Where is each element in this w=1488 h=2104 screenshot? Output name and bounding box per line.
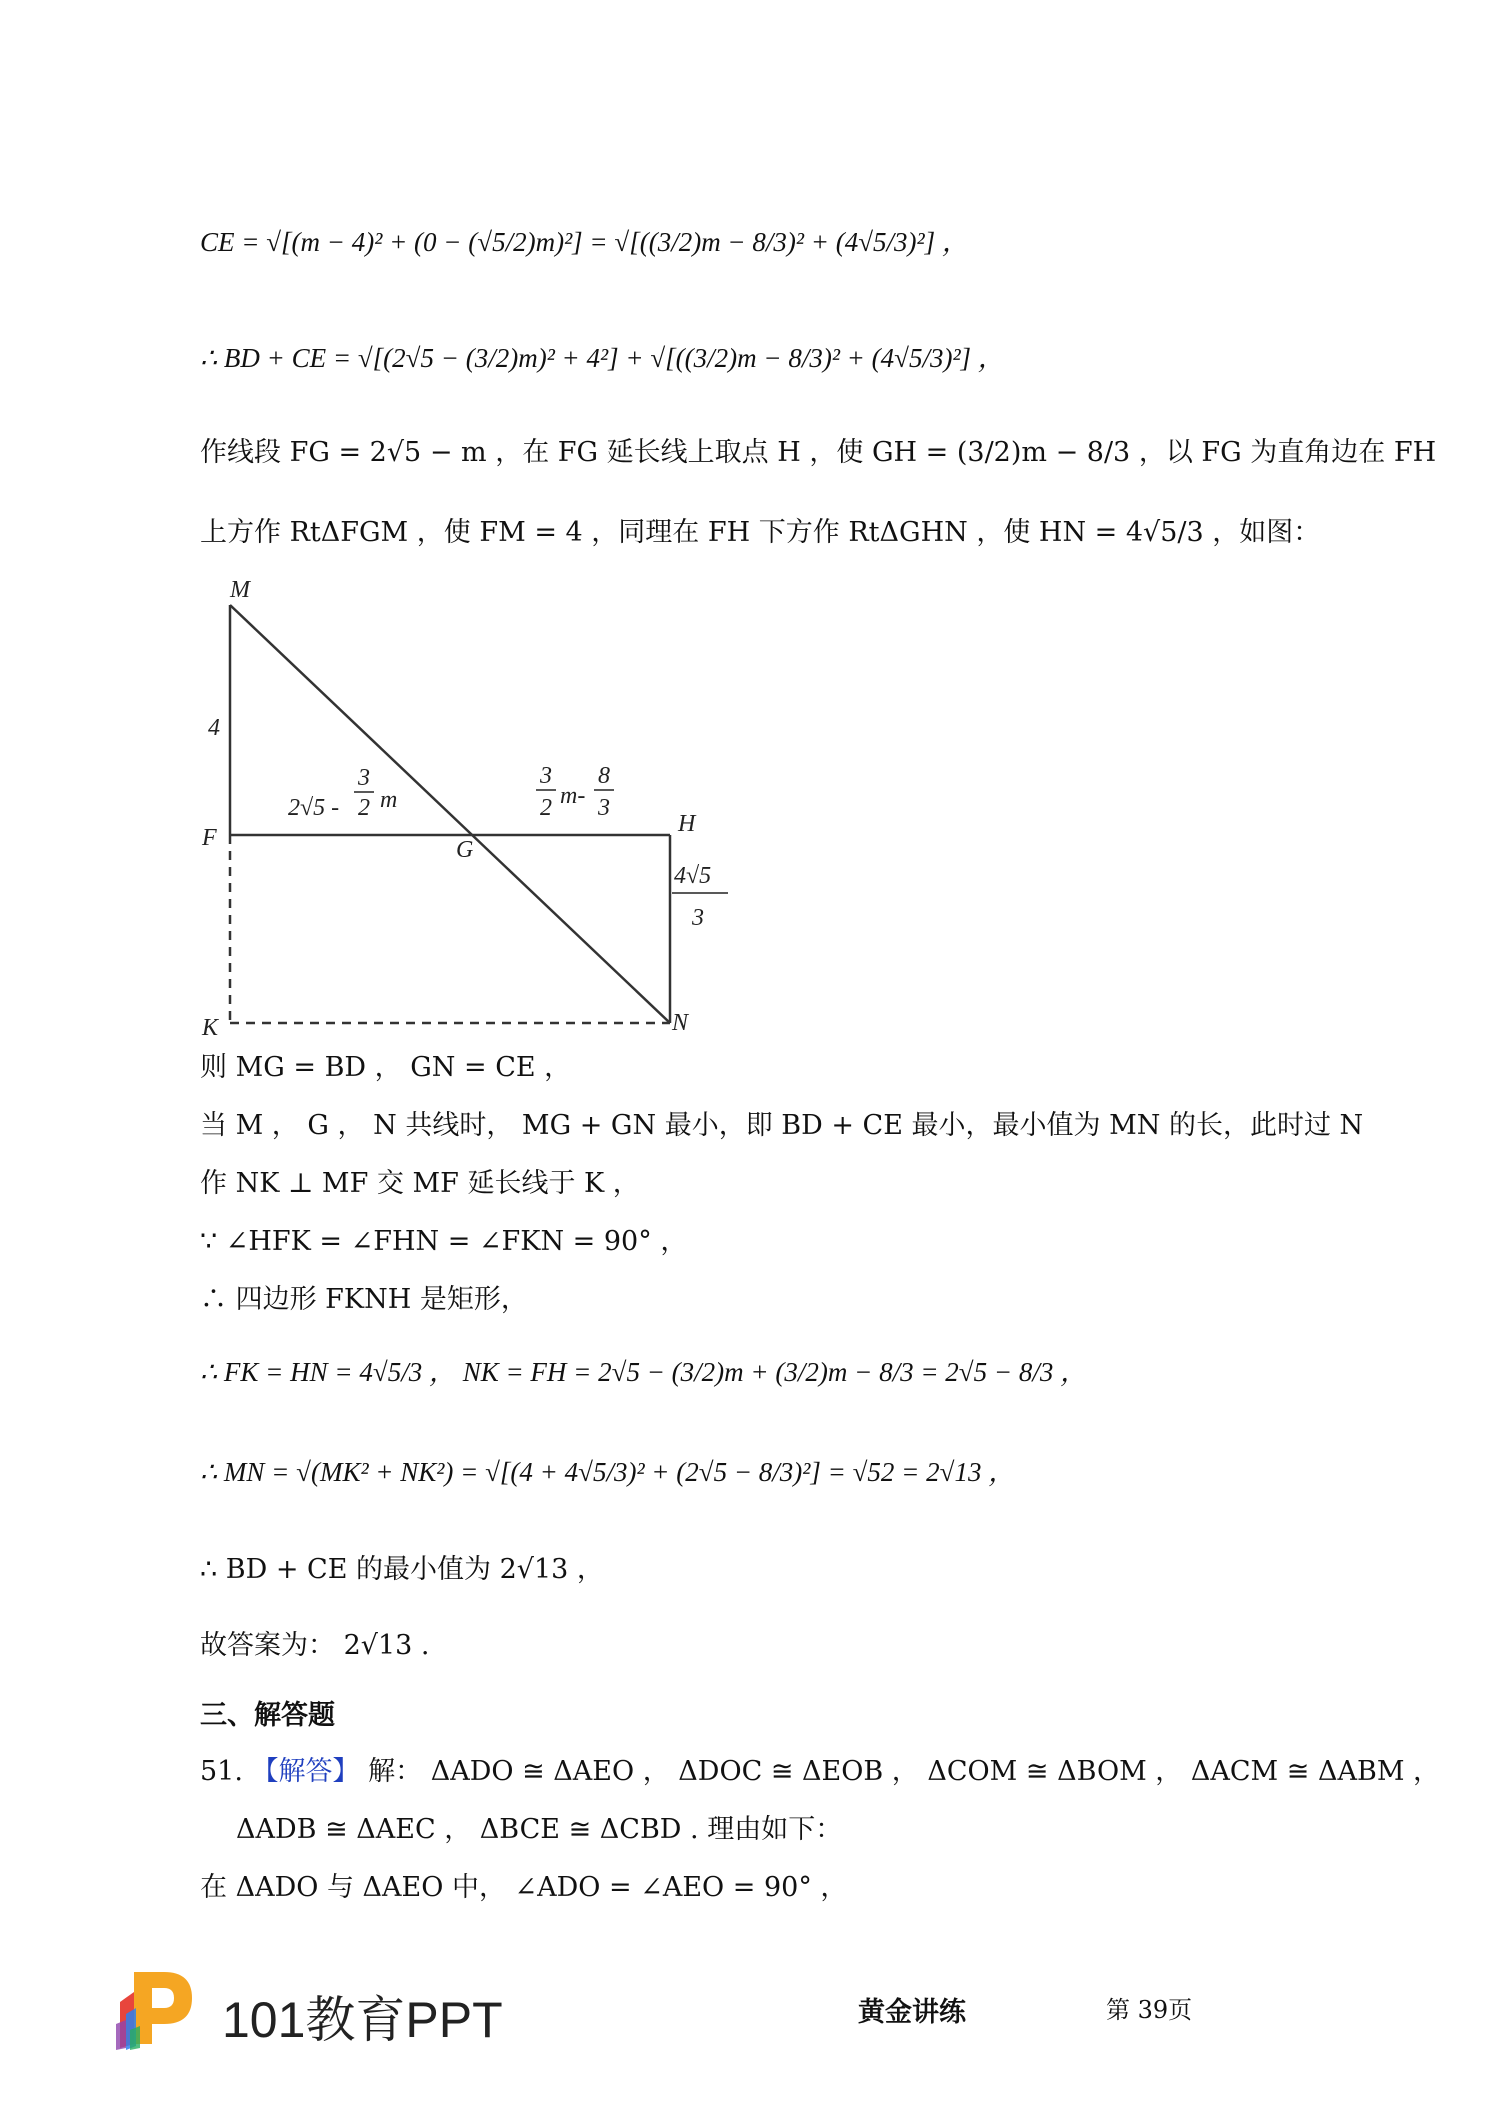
brand-logo-icon	[112, 1962, 202, 2052]
equation-ce: CE = √[(m − 4)² + (0 − (√5/2)m)²] = √[((3/2)m − 8/3)² + (4√5/3)²] ，	[200, 227, 969, 257]
q51-line2: ΔADB ≅ ΔAEC ， ΔBCE ≅ ΔCBD . 理由如下：	[236, 1814, 843, 1845]
label-hn-num: 4√5	[674, 863, 712, 889]
label-gh-frac1-den: 2	[540, 795, 552, 821]
label-h: H	[678, 811, 696, 837]
section-title: 三、解答题	[200, 1700, 335, 1731]
line-min-value: ∴ BD + CE 的最小值为 2√13 ，	[200, 1554, 604, 1585]
line-answer: 故答案为： 2√13 .	[200, 1630, 430, 1661]
line-angles: ∵ ∠HFK = ∠FHN = ∠FKN = 90° ，	[200, 1226, 688, 1257]
label-gh-frac2-den: 3	[598, 795, 610, 821]
q51-answer-tag: 【解答】	[251, 1756, 360, 1787]
label-gh-frac2-num: 8	[598, 763, 610, 789]
label-fg-length-a: 2√5 -	[288, 795, 340, 821]
line-collinear-2: 作 NK ⊥ MF 交 MF 延长线于 K ，	[200, 1168, 640, 1199]
label-fm-length: 4	[208, 715, 220, 741]
label-gh-mid: m-	[560, 783, 586, 809]
brand-name: 101教育PPT	[222, 1992, 503, 2048]
label-hn-den: 3	[692, 905, 704, 931]
label-k: K	[202, 1015, 219, 1041]
label-f: F	[202, 825, 217, 851]
line-collinear-1: 当 M ， G ， N 共线时， MG + GN 最小，即 BD + CE 最小，最小值为 MN 的长，此时过 N	[200, 1110, 1364, 1141]
label-n: N	[672, 1010, 689, 1036]
label-gh-frac1-num: 3	[540, 763, 552, 789]
q51-line1-text: 解： ΔADO ≅ ΔAEO ， ΔDOC ≅ ΔEOB ， ΔCOM ≅ ΔBOM ， ΔACM ≅ ΔABM ，	[368, 1756, 1441, 1787]
paragraph-construct-line1: 作线段 FG = 2√5 − m ，在 FG 延长线上取点 H ，使 GH = (3/2)m − 8/3 ，以 FG 为直角边在 FH	[200, 437, 1437, 468]
equation-bd-plus-ce: ∴ BD + CE = √[(2√5 − (3/2)m)² + 4²] + √[((3/2)m − 8/3)² + (4√5/3)²] ，	[200, 343, 1005, 373]
geometry-figure	[200, 575, 760, 1045]
q51-line3: 在 ΔADO 与 ΔAEO 中， ∠ADO = ∠AEO = 90° ，	[200, 1872, 848, 1903]
paragraph-construct-line2: 上方作 RtΔFGM ，使 FM = 4 ，同理在 FH 下方作 RtΔGHN ，使 HN = 4√5/3 ，如图：	[200, 517, 1321, 548]
label-fg-frac-den: 2	[358, 795, 370, 821]
line-mn: ∴ MN = √(MK² + NK²) = √[(4 + 4√5/3)² + (2√5 − 8/3)²] = √52 = 2√13 ，	[200, 1457, 1016, 1487]
label-fg-frac-num: 3	[358, 765, 370, 791]
q51-line1	[200, 1752, 1440, 1792]
label-g: G	[456, 837, 474, 863]
q51-number: 51.	[200, 1756, 243, 1787]
line-mg-bd: 则 MG = BD ， GN = CE ，	[200, 1052, 572, 1083]
brand-logo	[112, 1962, 503, 2052]
line-rectangle: ∴ 四边形 FKNH 是矩形，	[200, 1284, 528, 1315]
label-m: M	[230, 577, 250, 603]
label-fg-length-m: m	[380, 787, 398, 813]
line-fk-nk: ∴ FK = HN = 4√5/3 ， NK = FH = 2√5 − (3/2)m + (3/2)m − 8/3 = 2√5 − 8/3 ，	[200, 1357, 1088, 1387]
footer-center-text: 黄金讲练	[858, 1997, 966, 2028]
page-number: 第 39页	[1106, 1996, 1193, 2024]
